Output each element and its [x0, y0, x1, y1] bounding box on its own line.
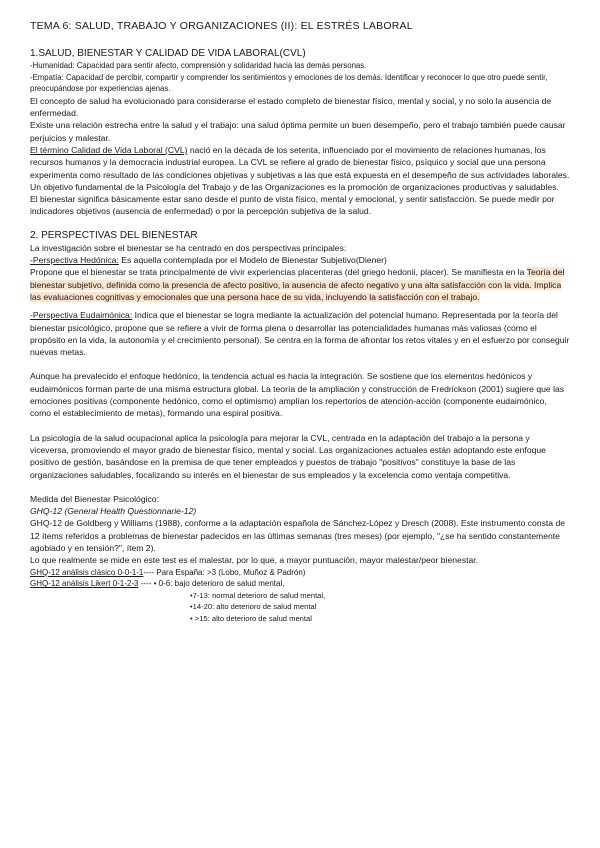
humanidad-definition: -Humanidad: Capacidad para sentir afecto, comprensión y solidaridad hacia las demás personas. — [30, 61, 367, 70]
eudaimonica-paragraph — [30, 309, 570, 358]
bienestar-paragraph: El bienestar significa básicamente estar sano desde el punto de vista físico, mental y emocional, y sentir satisfacción. Se puede medir por indicadores objetivos (ausencia de enfermedad) o por la percepción subjetiva de la salud. — [30, 194, 555, 217]
section-1-heading: 1.SALUD, BIENESTAR Y CALIDAD DE VIDA LABORAL(CVL) — [30, 48, 306, 59]
hedonica-line — [30, 254, 570, 266]
likert-range-item: •7-13: normal deterioro de salud mental, — [190, 590, 326, 600]
likert-range-item: • >15: alto deterioro de salud mental — [190, 613, 312, 623]
integracion-paragraph: Aunque ha prevalecido el enfoque hedónico, la tendencia actual es hacia la integración. Se sostiene que los elementos hedónicos y eudaimónicos forman parte de una misma estructura global. La teoría de la ampliación y construcción de Fredrickson (2001) sugiere que las emociones positivas (componente hedónico, como el optimismo) amplían los repertorios de atención-acción (componente eudaimónico, como el establecimiento de metas), formando una espiral positiva. — [30, 371, 565, 419]
empatia-definition: -Empatía: Capacidad de percibir, compartir y comprender los sentimientos y emociones de los demás. Identificar y reconocer lo que otro puede sentir, preocupándose por experiencias ajenas. — [30, 72, 548, 94]
page-title: TEMA 6: SALUD, TRABAJO Y ORGANIZACIONES (II): EL ESTRÉS LABORAL — [30, 20, 413, 32]
section-2-heading: 2. PERSPECTIVAS DEL BIENESTAR — [30, 229, 198, 241]
cvl-term: El término Calidad de Vida Laboral (CVL) — [30, 144, 188, 155]
ghq-likert-row — [30, 578, 570, 590]
medida-heading: Medida del Bienestar Psicológico: — [30, 493, 159, 504]
ghq-likert-text: ---- • 0-6: bajo deterioro de salud mental, — [138, 579, 285, 589]
ghq-likert-label: GHQ-12 análisis Likert 0-1-2-3 — [30, 579, 139, 589]
eudaimonica-label: -Perspectiva Eudaimónica: — [30, 310, 133, 321]
ghq-clasico-label: GHQ-12 análisis clásico 0-0-1-1 — [30, 567, 144, 577]
perspectivas-intro: La investigación sobre el bienestar se ha centrado en dos perspectivas principales: — [30, 242, 347, 253]
ghq-paragraph: GHQ-12 de Goldberg y Williams (1988), conforme a la adaptación española de Sánchez-López y Dresch (2008). Este instrumento consta de 12 ítems referidos a problemas de bienestar padecidos en las últimas semanas (tres meses) (por ejemplo, "¿se ha sentido constantemente agobiado y en tensión?", ítem 2). — [30, 518, 566, 553]
section-2 — [30, 230, 570, 481]
hedonica-label: -Perspectiva Hedónica: — [30, 255, 119, 266]
hedonica-paragraph-text: Propone que el bienestar se trata principalmente de vivir experiencias placenteras (del griego hedonii, placer). Se manifiesta en la — [30, 267, 527, 278]
ghq-measure-paragraph: Lo que realmente se mide en este test es el malestar, por lo que, a mayor puntuación, mayor malestar/peor bienestar. — [30, 555, 479, 566]
likert-range-item: •14-20: alto deterioro de salud mental — [190, 602, 317, 612]
section-1 — [30, 48, 570, 218]
section-3 — [30, 493, 570, 625]
ghq-clasico-row — [30, 567, 570, 579]
highlighted-text: Teoría del bienestar subjetivo, definida como la presencia de afecto positivo, la ausencia de afecto negativo y una alta satisfacción con la vida. Implica las evaluaciones cognitivas y emocionales que una persona hace de su vida, incluyendo la satisfacción con el trabajo. — [30, 267, 565, 302]
salud-trabajo-paragraph: Existe una relación estrecha entre la salud y el trabajo: una salud óptima permite un buen desempeño, pero el trabajo también puede causar perjuicios y malestar. — [30, 120, 566, 143]
hedonica-text: Es aquella contemplada por el Modelo de Bienestar Subjetivo(Diener) — [118, 255, 387, 266]
cvl-text: nació en la década de los setenta, influenciado por el movimiento de relaciones humanas, los recursos humanos y la democracia industrial europea. La CVL se refiere al grado de bienestar físico, psíquico y social que una persona experimenta como resultado de las condiciones objetivas y subjetivas a las que está expuesta en el desempeño de sus actividades laborales. Un objetivo fundamental de la Psicología del Trabajo y de las Organizaciones es la promoción de organizaciones productivas y saludables. — [30, 144, 570, 192]
psicologia-ocupacional-paragraph: La psicología de la salud ocupacional aplica la psicología para mejorar la CVL, centrada en la adaptación del trabajo a la persona y viceversa, promoviendo el mayor grado de bienestar físico, mental y social. Las organizaciones actuales están adoptando este enfoque positivo de gestión, basándose en la premisa de que tener empleados y puestos de trabajo "positivos" constituye la base de las organizaciones saludables, focalizando su interés en el bienestar de sus empleados y la excelencia como ventaja competitiva. — [30, 432, 546, 480]
hedonica-paragraph — [30, 266, 570, 303]
ghq-clasico-text: ---- Para España: >3 (Lobo, Muñoz & Padrón) — [143, 567, 306, 577]
salud-paragraph: El concepto de salud ha evolucionado para considerarse el estado completo de bienestar físico, mental y social, y no solo la ausencia de enfermedad. — [30, 95, 552, 119]
ghq-title: GHQ-12 (General Health Questionnarie-12) — [30, 506, 197, 517]
eudaimonica-text: Indica que el bienestar se logra mediante la actualización del potencial humano. Representada por la teoría del bienestar psicológico, propone que se refiere a vivir de forma plena o desarrollar las potencialidades humanas más valiosas (como el propósito en la vida, la autonomía y el crecimiento personal). Se centra en la forma de afrontar los retos vitales y en el esfuerzo por conseguir nuevas metas. — [30, 310, 570, 358]
cvl-paragraph — [30, 144, 570, 193]
